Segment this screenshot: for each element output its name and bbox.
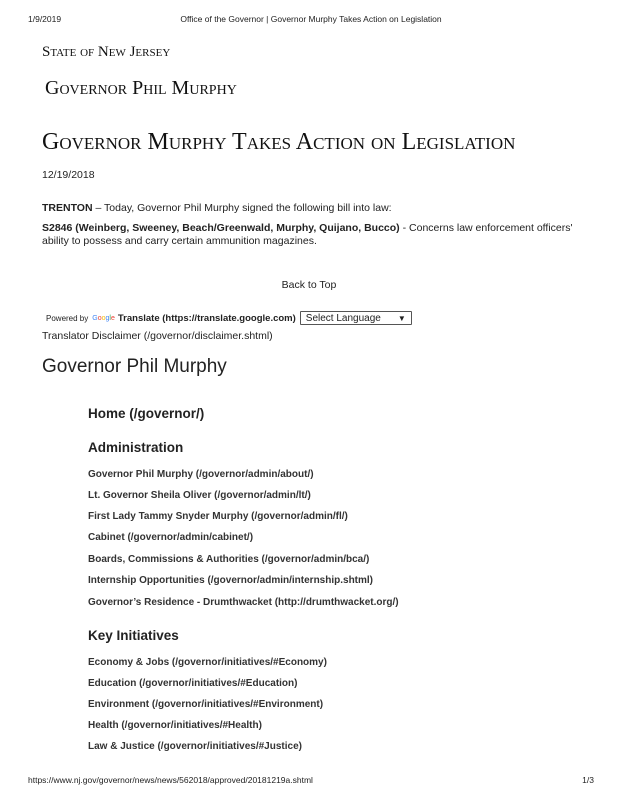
nav-item-cabinet[interactable]: Cabinet (/governor/admin/cabinet/) <box>88 532 254 543</box>
google-logo: Google <box>92 314 115 322</box>
print-date: 1/9/2019 <box>28 14 62 24</box>
governor-site-title-link[interactable]: Governor Phil Murphy <box>45 77 237 99</box>
nav-item-law-justice[interactable]: Law & Justice (/governor/initiatives/#Justice) <box>88 741 302 752</box>
lead-paragraph <box>42 202 602 215</box>
nav-heading-key-initiatives: Key Initiatives <box>88 628 179 643</box>
google-translate-widget <box>46 310 412 326</box>
bill-number-sponsors: S2846 (Weinberg, Sweeney, Beach/Greenwald, Murphy, Quijano, Bucco) <box>42 222 400 234</box>
nav-item-governor-phil-murphy[interactable]: Governor Phil Murphy (/governor/admin/about/) <box>88 469 314 480</box>
language-select[interactable] <box>300 311 412 325</box>
sidebar-title: Governor Phil Murphy <box>42 356 227 377</box>
print-page-title: Office of the Governor | Governor Murphy Takes Action on Legislation <box>180 14 442 24</box>
nav-item-economy-jobs[interactable]: Economy & Jobs (/governor/initiatives/#Economy) <box>88 657 327 668</box>
print-url: https://www.nj.gov/governor/news/news/562018/approved/20181219a.shtml <box>28 775 313 785</box>
powered-by-label: Powered by <box>46 313 89 323</box>
print-page-number: 1/3 <box>582 775 594 785</box>
article-date: 12/19/2018 <box>42 169 95 181</box>
back-to-top-link[interactable]: Back to Top <box>281 279 337 291</box>
translator-disclaimer-link[interactable]: Translator Disclaimer (/governor/disclaimer.shtml) <box>42 330 273 342</box>
nav-item-lt-governor[interactable]: Lt. Governor Sheila Oliver (/governor/admin/lt/) <box>88 490 311 501</box>
article-title: Governor Murphy Takes Action on Legislation <box>42 129 516 155</box>
bill-paragraph <box>42 222 598 247</box>
nav-item-boards-commissions[interactable]: Boards, Commissions & Authorities (/governor/admin/bca/) <box>88 554 370 565</box>
bill-description: - Concerns law enforcement officers' ability to possess and carry certain ammunition magazines. <box>42 222 573 247</box>
nav-item-education[interactable]: Education (/governor/initiatives/#Education) <box>88 678 298 689</box>
nav-item-drumthwacket[interactable]: Governor’s Residence - Drumthwacket (http://drumthwacket.org/) <box>88 597 399 608</box>
nav-item-health[interactable]: Health (/governor/initiatives/#Health) <box>88 720 262 731</box>
dropdown-arrow-icon: ▼ <box>397 313 406 323</box>
dateline: TRENTON <box>42 202 93 214</box>
nav-item-first-lady[interactable]: First Lady Tammy Snyder Murphy (/governor/admin/fl/) <box>88 511 348 522</box>
lead-text: – Today, Governor Phil Murphy signed the following bill into law: <box>92 202 392 214</box>
google-translate-link[interactable]: Translate (https://translate.google.com) <box>117 312 296 324</box>
nav-item-internship[interactable]: Internship Opportunities (/governor/admin/internship.shtml) <box>88 575 374 586</box>
language-select-value: Select Language <box>305 312 381 324</box>
state-of-new-jersey-link[interactable]: State of New Jersey <box>42 44 171 60</box>
nav-home-link[interactable]: Home (/governor/) <box>88 406 205 421</box>
nav-heading-administration: Administration <box>88 440 184 455</box>
nav-item-environment[interactable]: Environment (/governor/initiatives/#Environment) <box>88 699 324 710</box>
